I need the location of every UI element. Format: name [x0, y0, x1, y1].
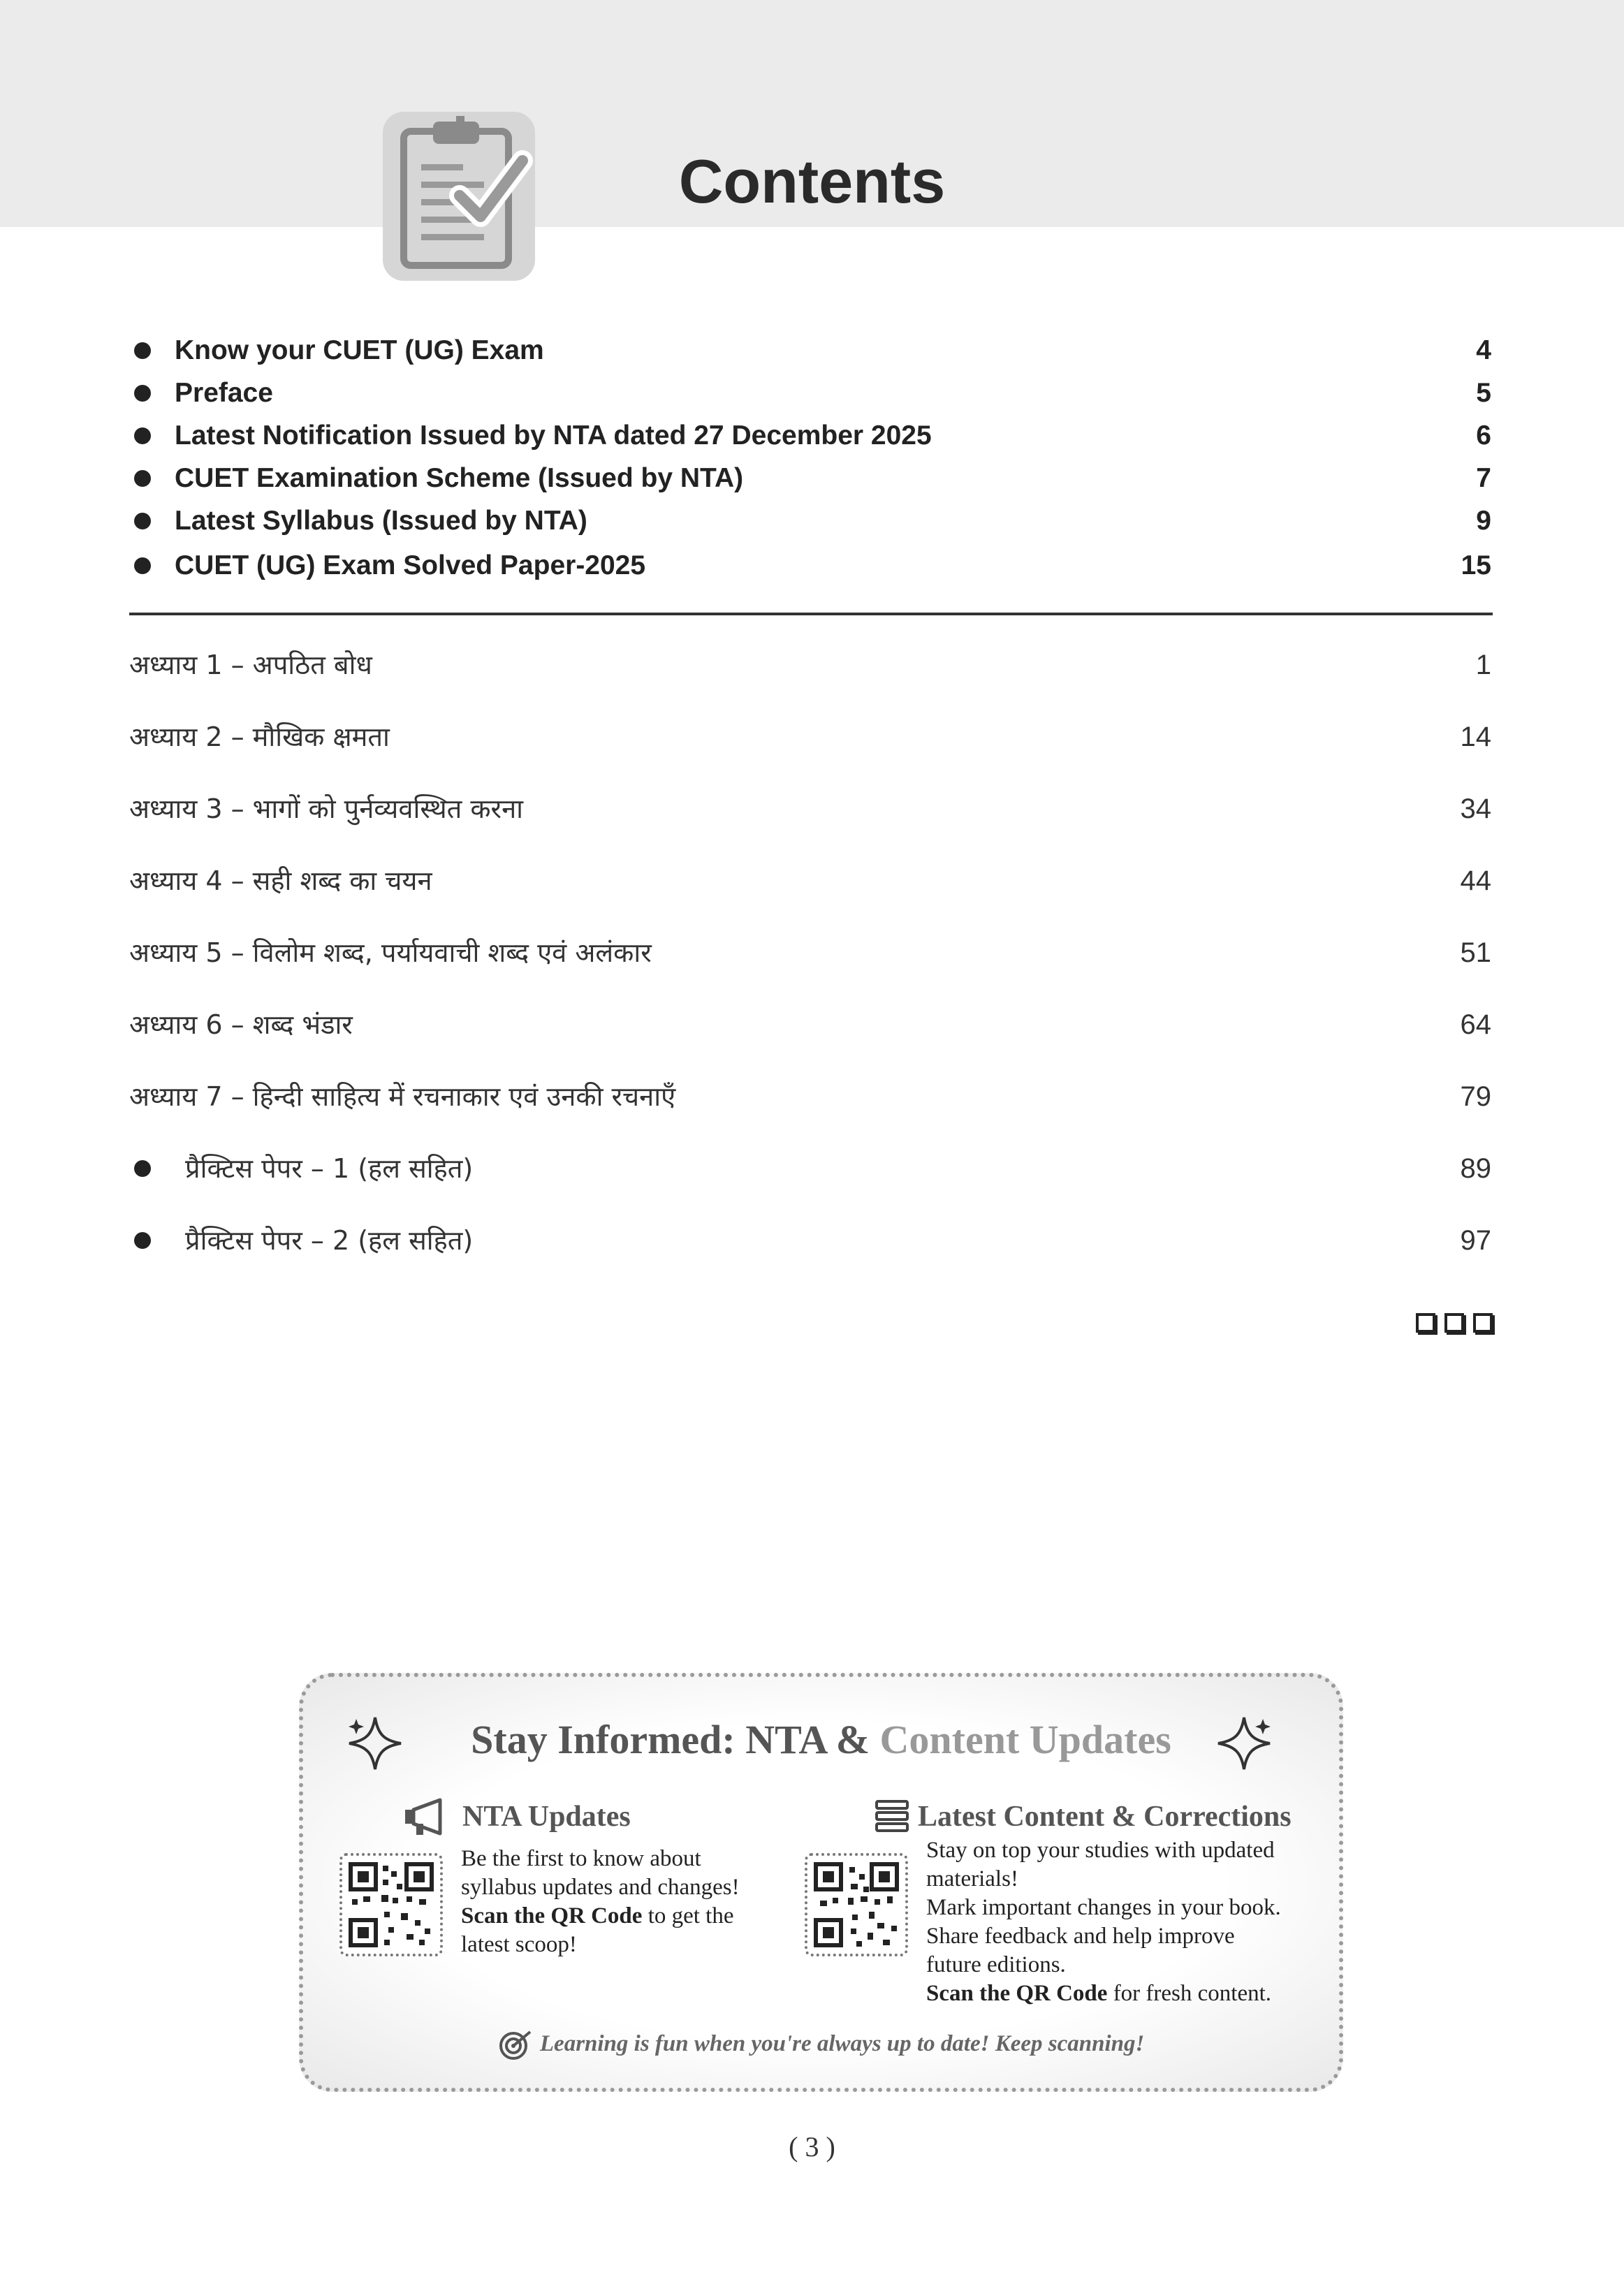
- toc-entry-label: Know your CUET (UG) Exam: [175, 335, 544, 365]
- chapter-label: अध्याय 5 – विलोम शब्द, पर्यायवाची शब्द एवं अलंकार: [129, 937, 652, 968]
- section-divider: [129, 613, 1493, 615]
- toc-chapter[interactable]: [129, 930, 1491, 975]
- chapter-label: अध्याय 6 – शब्द भंडार: [129, 1009, 353, 1040]
- toc-chapter[interactable]: [129, 1002, 1491, 1047]
- chapter-page: 14: [1460, 722, 1491, 752]
- toc-entry[interactable]: [129, 500, 1491, 542]
- chapter-label: अध्याय 1 – अपठित बोध: [129, 650, 372, 680]
- bullet-icon: [134, 342, 151, 359]
- chapter-label: अध्याय 3 – भागों को पुर्नव्यवस्थित करना: [129, 793, 524, 824]
- toc-entry-label: CUET (UG) Exam Solved Paper-2025: [175, 550, 646, 580]
- chapter-label: प्रैक्टिस पेपर – 2 (हल सहित): [185, 1225, 474, 1256]
- bullet-icon: [134, 557, 151, 574]
- megaphone-icon: [402, 1797, 451, 1836]
- chapter-page: 89: [1460, 1153, 1491, 1184]
- toc-chapter[interactable]: [129, 786, 1491, 831]
- latest-content-heading: Latest Content & Corrections: [918, 1801, 1292, 1833]
- chapter-page: 1: [1475, 650, 1491, 680]
- chapter-label: अध्याय 4 – सही शब्द का चयन: [129, 865, 432, 896]
- toc-entry-label: CUET Examination Scheme (Issued by NTA): [175, 463, 744, 493]
- bullet-icon: [134, 427, 151, 444]
- square-icon: [1473, 1313, 1493, 1333]
- books-icon: [872, 1797, 912, 1836]
- toc-chapter[interactable]: [129, 858, 1491, 903]
- chapter-page: 51: [1460, 937, 1491, 968]
- toc-entry-page: 4: [1476, 335, 1491, 365]
- toc-entry-page: 15: [1461, 550, 1491, 580]
- toc-entry-page: 5: [1476, 378, 1491, 408]
- chapter-label: अध्याय 2 – मौखिक क्षमता: [129, 722, 390, 752]
- bullet-icon: [134, 470, 151, 487]
- bullet-icon: [134, 1160, 151, 1177]
- qr-code-icon[interactable]: [805, 1853, 908, 1956]
- toc-chapter[interactable]: [129, 1146, 1491, 1191]
- toc-entry-page: 7: [1476, 463, 1491, 493]
- updates-info-box: [299, 1673, 1343, 2092]
- toc-entry-page: 9: [1476, 506, 1491, 536]
- toc-entry[interactable]: [129, 372, 1491, 414]
- toc-entry[interactable]: [129, 457, 1491, 499]
- toc-chapter[interactable]: [129, 1218, 1491, 1263]
- toc-chapter[interactable]: [129, 643, 1491, 687]
- target-icon: [498, 2029, 534, 2061]
- toc-entry[interactable]: [129, 330, 1491, 372]
- toc-entry-label: Preface: [175, 378, 273, 408]
- info-box-title: Stay Informed: NTA & Content Updates: [471, 1717, 1171, 1762]
- chapter-label: प्रैक्टिस पेपर – 1 (हल सहित): [185, 1153, 474, 1184]
- page-number: ( 3 ): [789, 2131, 835, 2162]
- chapter-page: 97: [1460, 1225, 1491, 1256]
- toc-chapter[interactable]: [129, 1074, 1491, 1119]
- toc-entry[interactable]: [129, 545, 1491, 587]
- info-box-footer: Learning is fun when you're always up to date! Keep scanning!: [303, 2026, 1339, 2061]
- chapter-page: 34: [1460, 793, 1491, 824]
- page-title: Contents: [678, 147, 946, 216]
- end-of-section-mark: [1416, 1313, 1493, 1337]
- nta-updates-heading: NTA Updates: [462, 1801, 631, 1833]
- square-icon: [1416, 1313, 1435, 1333]
- chapter-page: 44: [1460, 865, 1491, 896]
- chapter-page: 64: [1460, 1009, 1491, 1040]
- bullet-icon: [134, 513, 151, 529]
- bullet-icon: [134, 385, 151, 402]
- toc-entry[interactable]: [129, 415, 1491, 457]
- square-icon: [1444, 1313, 1464, 1333]
- chapter-label: अध्याय 7 – हिन्दी साहित्य में रचनाकार एवं उनकी रचनाएँ: [129, 1081, 676, 1112]
- toc-entry-label: Latest Notification Issued by NTA dated 27 December 2025: [175, 420, 932, 451]
- toc-chapter[interactable]: [129, 715, 1491, 759]
- bullet-icon: [134, 1232, 151, 1249]
- chapter-page: 79: [1460, 1081, 1491, 1112]
- toc-entry-page: 6: [1476, 420, 1491, 451]
- sparkle-icon: [1213, 1712, 1275, 1775]
- nta-updates-text: Be the first to know about syllabus updates and changes! Scan the QR Code to get the latest scoop!: [461, 1846, 740, 1957]
- latest-content-text: Stay on top your studies with updated materials! Mark important changes in your book. Share feedback and help improve future editions. Scan the QR Code for fresh content.: [926, 1838, 1281, 2006]
- qr-code-icon[interactable]: [339, 1853, 443, 1956]
- toc-entry-label: Latest Syllabus (Issued by NTA): [175, 506, 587, 536]
